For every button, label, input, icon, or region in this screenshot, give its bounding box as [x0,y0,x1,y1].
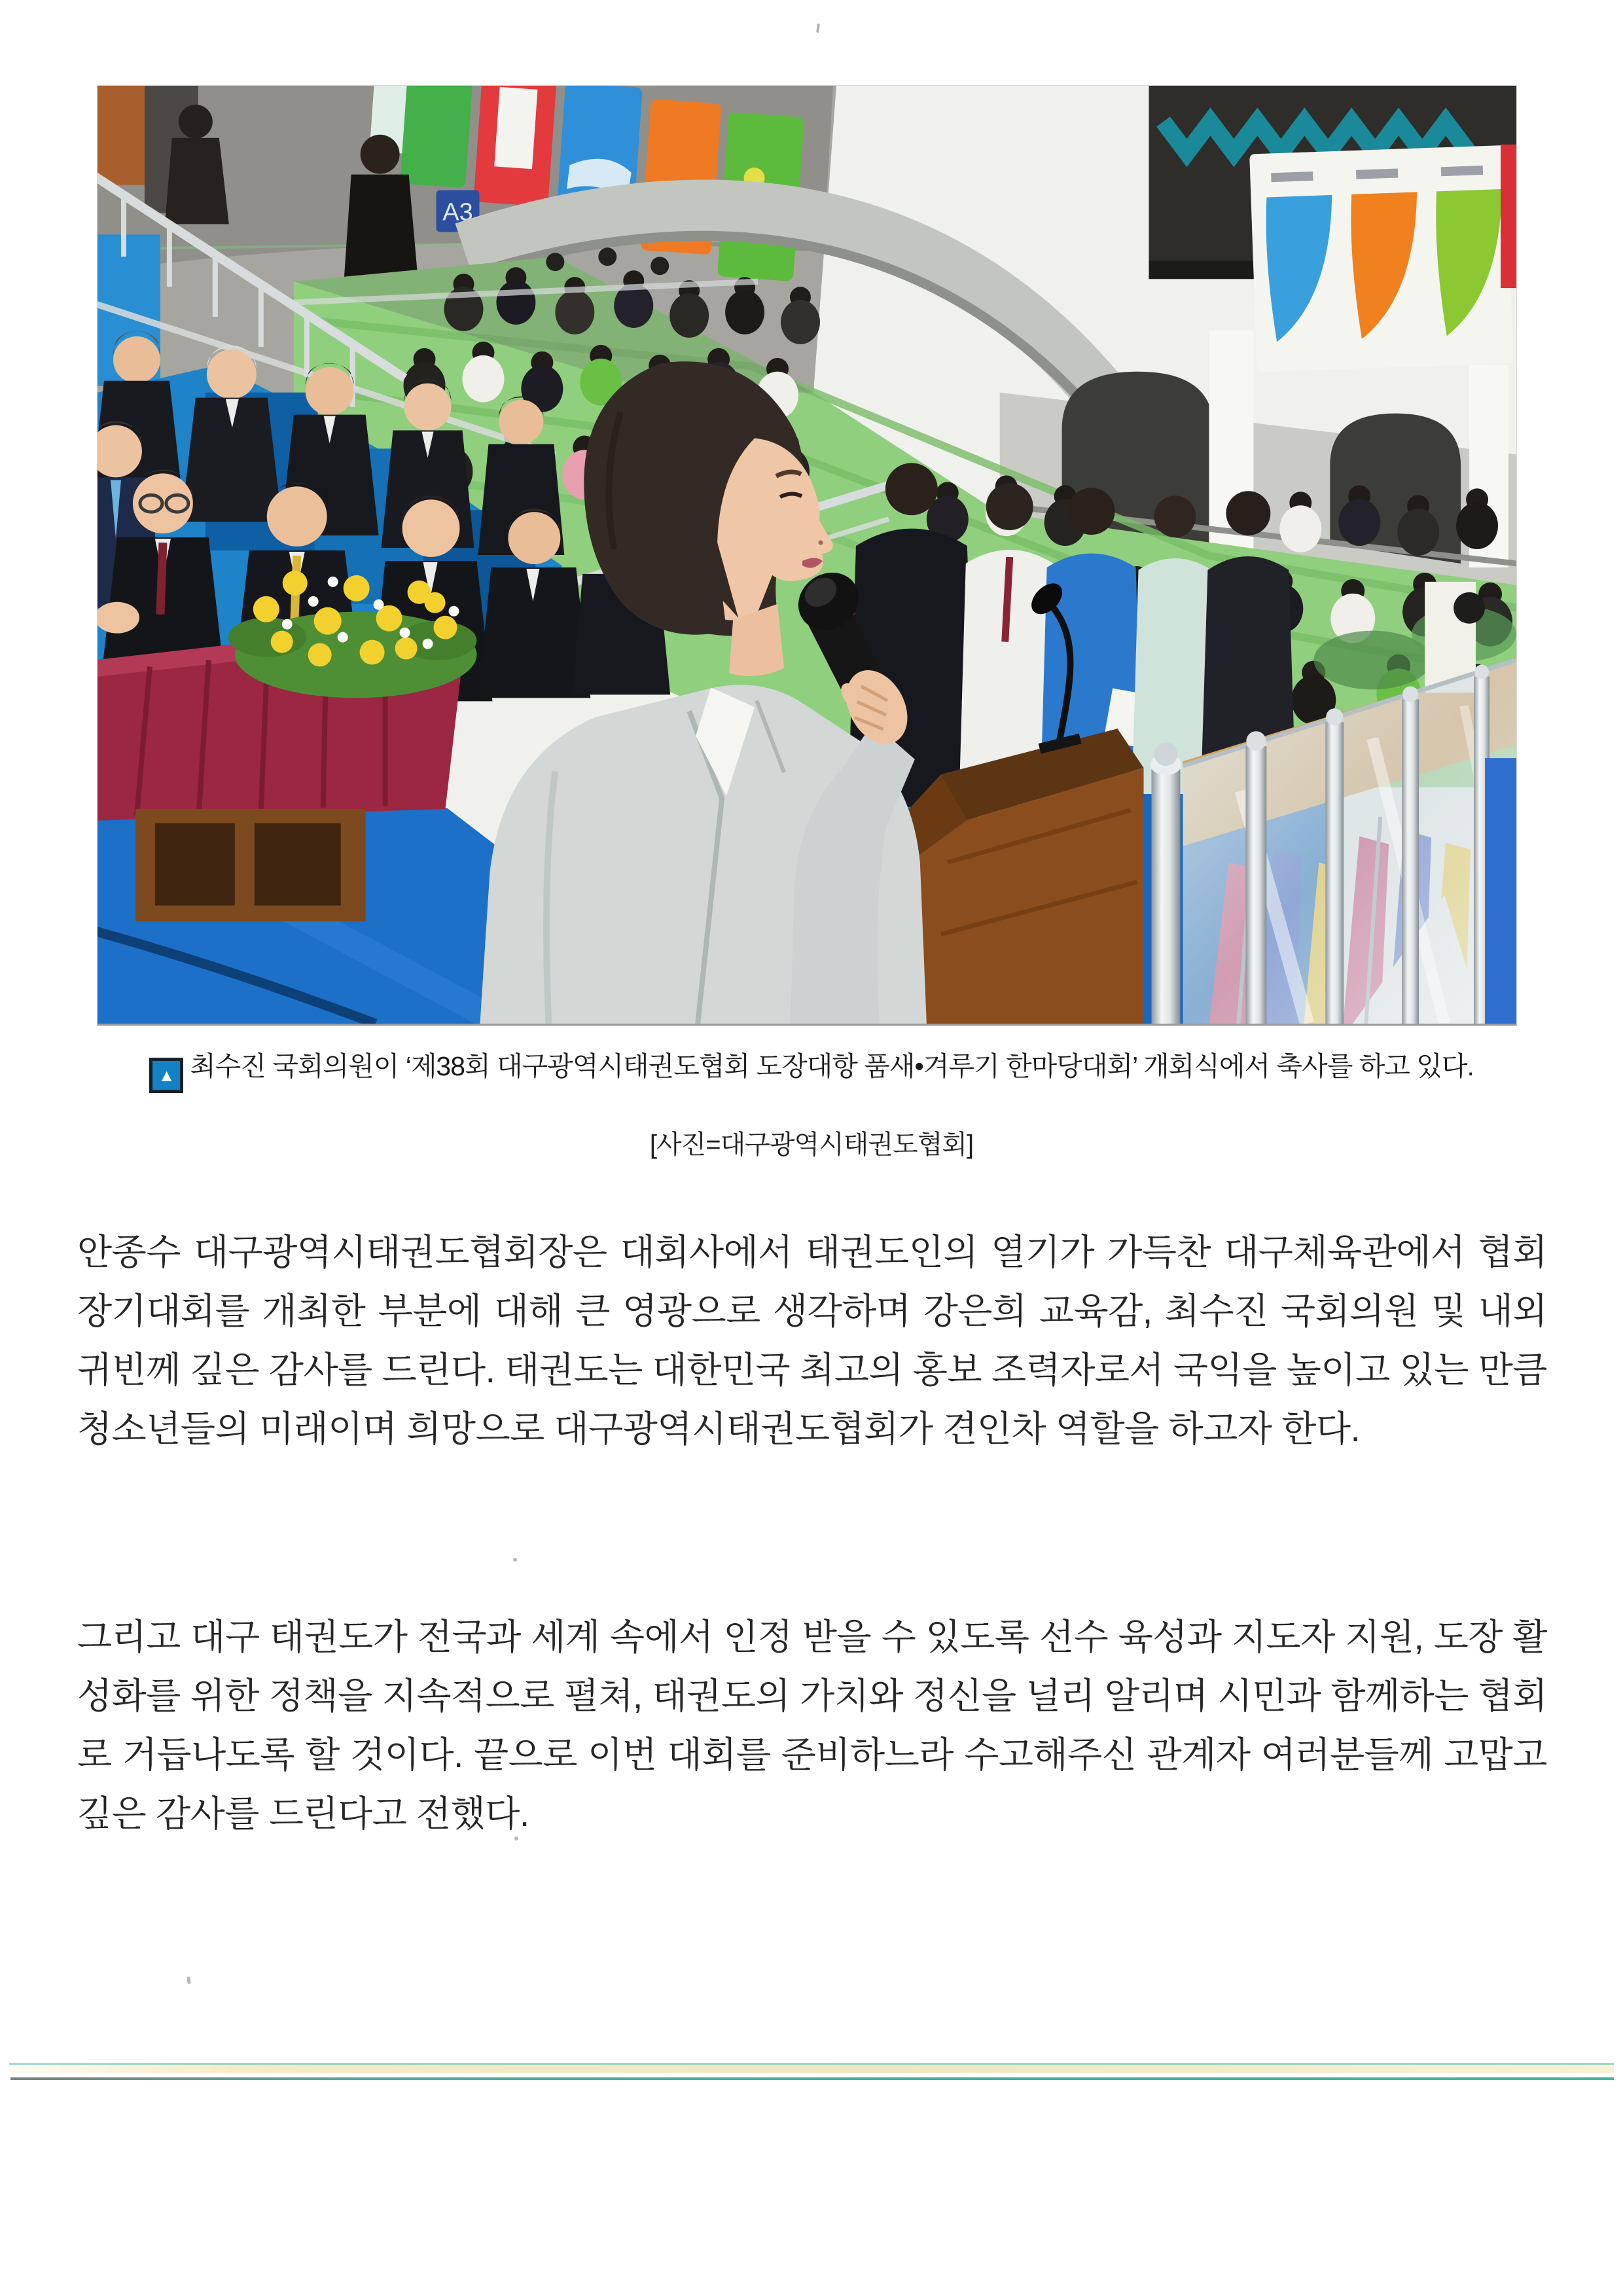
edge-banner [1501,145,1516,288]
scan-speck [816,24,820,33]
photo-caption-block [0,1045,1623,1161]
photo-credit: [사진=대구광역시태권도협회] [649,1130,974,1159]
footer-divider-top [9,2063,1614,2073]
scan-speck [514,1837,518,1840]
footer-divider-bottom [10,2077,1614,2080]
article-paragraph-2: 그리고 대구 태권도가 전국과 세계 속에서 인정 받을 수 있도록 선수 육성과 지도자 지원, 도장 활성화를 위한 정책을 지속적으로 펼쳐, 태권도의 가치와 정신을 널리 알리며 시민과 함께하는 협회로 거듭나도록 할 것이다. 끝으로 이번 대회를 준비하느라 수고해주신 관계자 여러분들께 고맙고 깊은 감사를 드린다고 전했다. [77,1617,1547,1834]
photo-caption-text: 최수진 국회의원이 ‘제38회 대구광역시태권도협회 도장대항 품새•겨루기 한마당대회’ 개회식에서 축사를 하고 있다. [190,1051,1474,1081]
left-wall-panel [98,86,145,185]
article-paragraph-1: 안종수 대구광역시태권도협회장은 대회사에서 태권도인의 열기가 가득찬 대구체육관에서 협회장기대회를 개최한 부분에 대해 큰 영광으로 생각하며 강은희 교육감, 최수진 국회의원 및 내외 귀빈께 깊은 감사를 드린다. 태권도는 대한민국 최고의 홍보 조력자로서 국익을 높이고 있는 만큼 청소년들의 미래이며 희망으로 대구광역시태권도협회가 견인차 역할을 하고자 한다. [77,1232,1547,1449]
scan-speck [187,1977,190,1984]
hanging-banner [1249,145,1513,372]
scan-speck [513,1558,517,1562]
photo-caption-line [0,1045,1623,1093]
section-sign-label: A3 [442,198,473,226]
event-photo-illustration [98,86,1516,1024]
edge-blue-band [1485,758,1516,1024]
event-photo [97,85,1517,1026]
up-triangle-icon: ▲ [149,1058,183,1093]
stanchion-post-large [1150,742,1182,1024]
